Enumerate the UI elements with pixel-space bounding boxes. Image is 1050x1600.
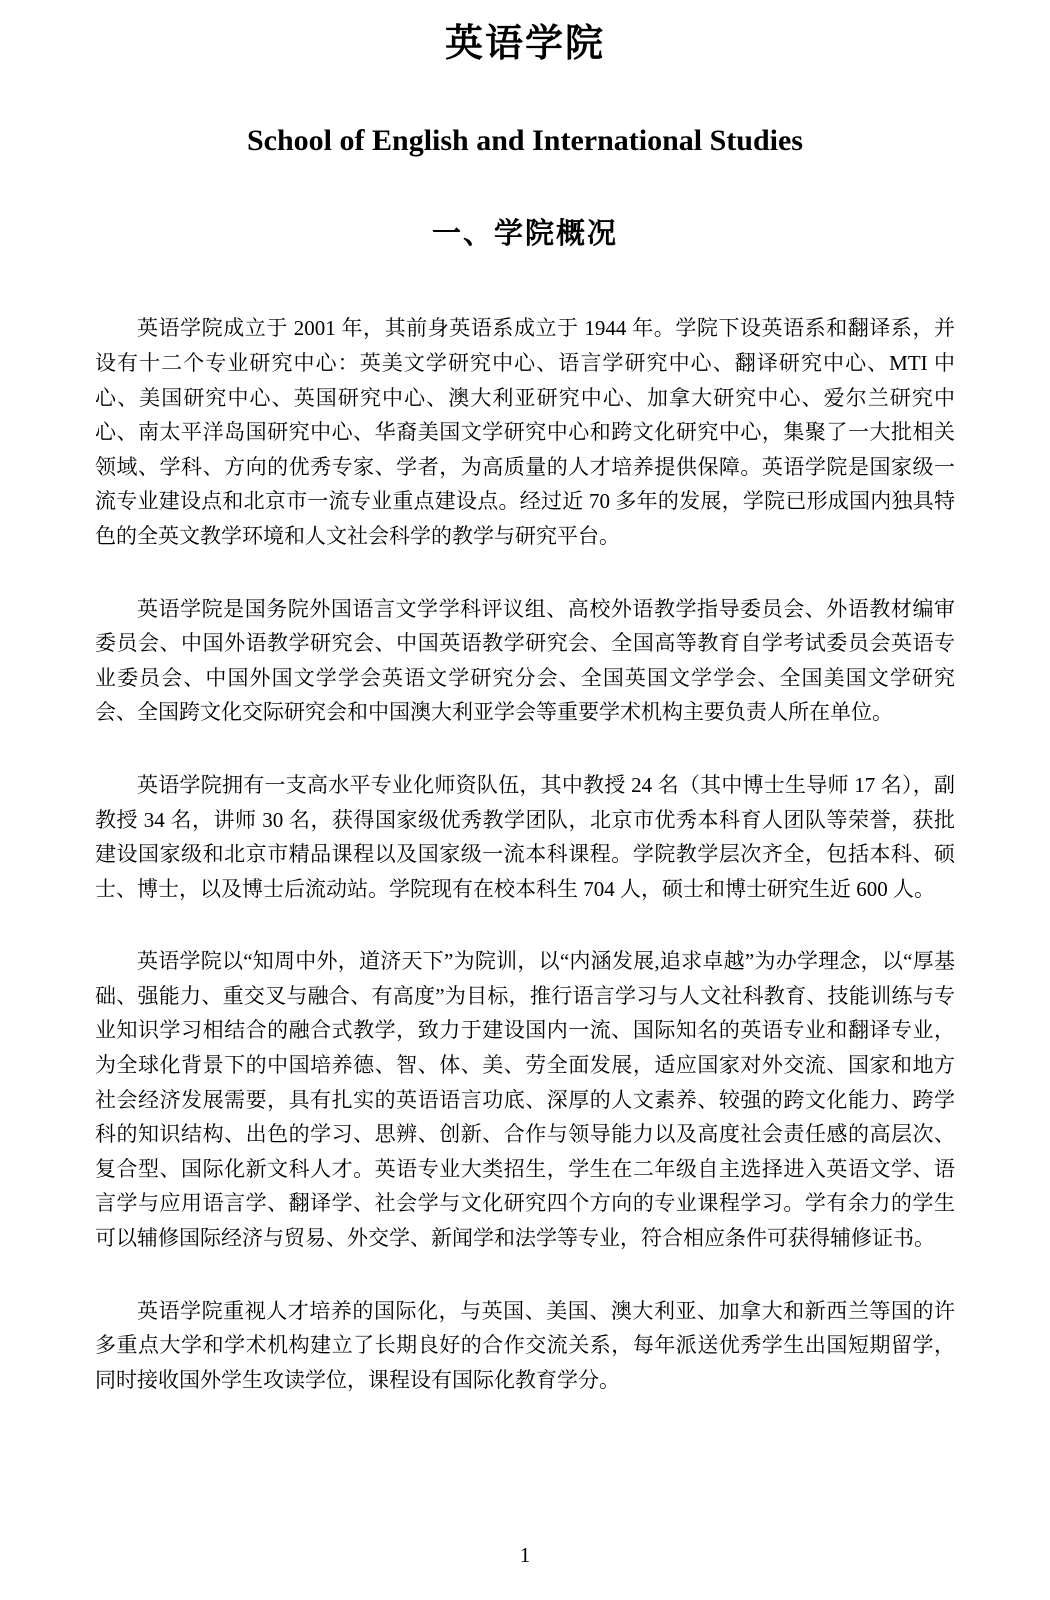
paragraph-academic-organizations: 英语学院是国务院外国语言文学学科评议组、高校外语教学指导委员会、外语教材编审委员会、中国外语教学研究会、中国英语教学研究会、全国高等教育自学考试委员会英语专业委员会、中国外国文学学会英语文学研究分会、全国英国文学学会、全国美国文学研究会、全国跨文化交际研究会和中国澳大利亚学会等重要学术机构主要负责人所在单位。	[95, 596, 955, 725]
page-title: 英语学院	[444, 23, 605, 65]
page-subtitle: School of English and International Studies	[247, 123, 803, 157]
paragraph-faculty: 英语学院拥有一支高水平专业化师资队伍，其中教授 24 名（其中博士生导师 17 名），副教授 34 名，讲师 30 名，获得国家级优秀教学团队，北京市优秀本科育人团队等荣誉，获批建设国家级和北京市精品课程以及国家级一流本科课程。学院教学层次齐全，包括本科、硕士、博士，以及博士后流动站。学院现有在校本科生 704 人，硕士和博士研究生近 600 人。	[95, 772, 955, 901]
paragraph-educational-philosophy: 英语学院以“知周中外，道济天下”为院训，以“内涵发展,追求卓越”为办学理念，以“厚基础、强能力、重交叉与融合、有高度”为目标，推行语言学习与人文社科教育、技能训练与专业知识学习相结合的融合式教学，致力于建设国内一流、国际知名的英语专业和翻译专业，为全球化背景下的中国培养德、智、体、美、劳全面发展，适应国家对外交流、国家和地方社会经济发展需要，具有扎实的英语语言功底、深厚的人文素养、较强的跨文化能力、跨学科的知识结构、出色的学习、思辨、创新、合作与领导能力以及高度社会责任感的高层次、复合型、国际化新文科人才。英语专业大类招生，学生在二年级自主选择进入英语文学、语言学与应用语言学、翻译学、社会学与文化研究四个方向的专业课程学习。学有余力的学生可以辅修国际经济与贸易、外交学、新闻学和法学等专业，符合相应条件可获得辅修证书。	[95, 949, 955, 1251]
page-number: 1	[519, 1543, 531, 1567]
document-body	[95, 311, 955, 1397]
section-heading: 一、学院概况	[431, 217, 618, 250]
paragraph-internationalization: 英语学院重视人才培养的国际化，与英国、美国、澳大利亚、加拿大和新西兰等国的许多重点大学和学术机构建立了长期良好的合作交流关系，每年派送优秀学生出国短期留学，同时接收国外学生攻读学位，课程设有国际化教育学分。	[95, 1298, 955, 1392]
paragraph-overview: 英语学院成立于 2001 年，其前身英语系成立于 1944 年。学院下设英语系和翻译系，并设有十二个专业研究中心：英美文学研究中心、语言学研究中心、翻译研究中心、MTI 中心、美国研究中心、英国研究中心、澳大利亚研究中心、加拿大研究中心、爱尔兰研究中心、南太平洋岛国研究中心、华裔美国文学研究中心和跨文化研究中心，集聚了一大批相关领域、学科、方向的优秀专家、学者，为高质量的人才培养提供保障。英语学院是国家级一流专业建设点和北京市一流专业重点建设点。经过近 70 多年的发展，学院已形成国内独具特色的全英文教学环境和人文社会科学的教学与研究平台。	[95, 316, 955, 548]
